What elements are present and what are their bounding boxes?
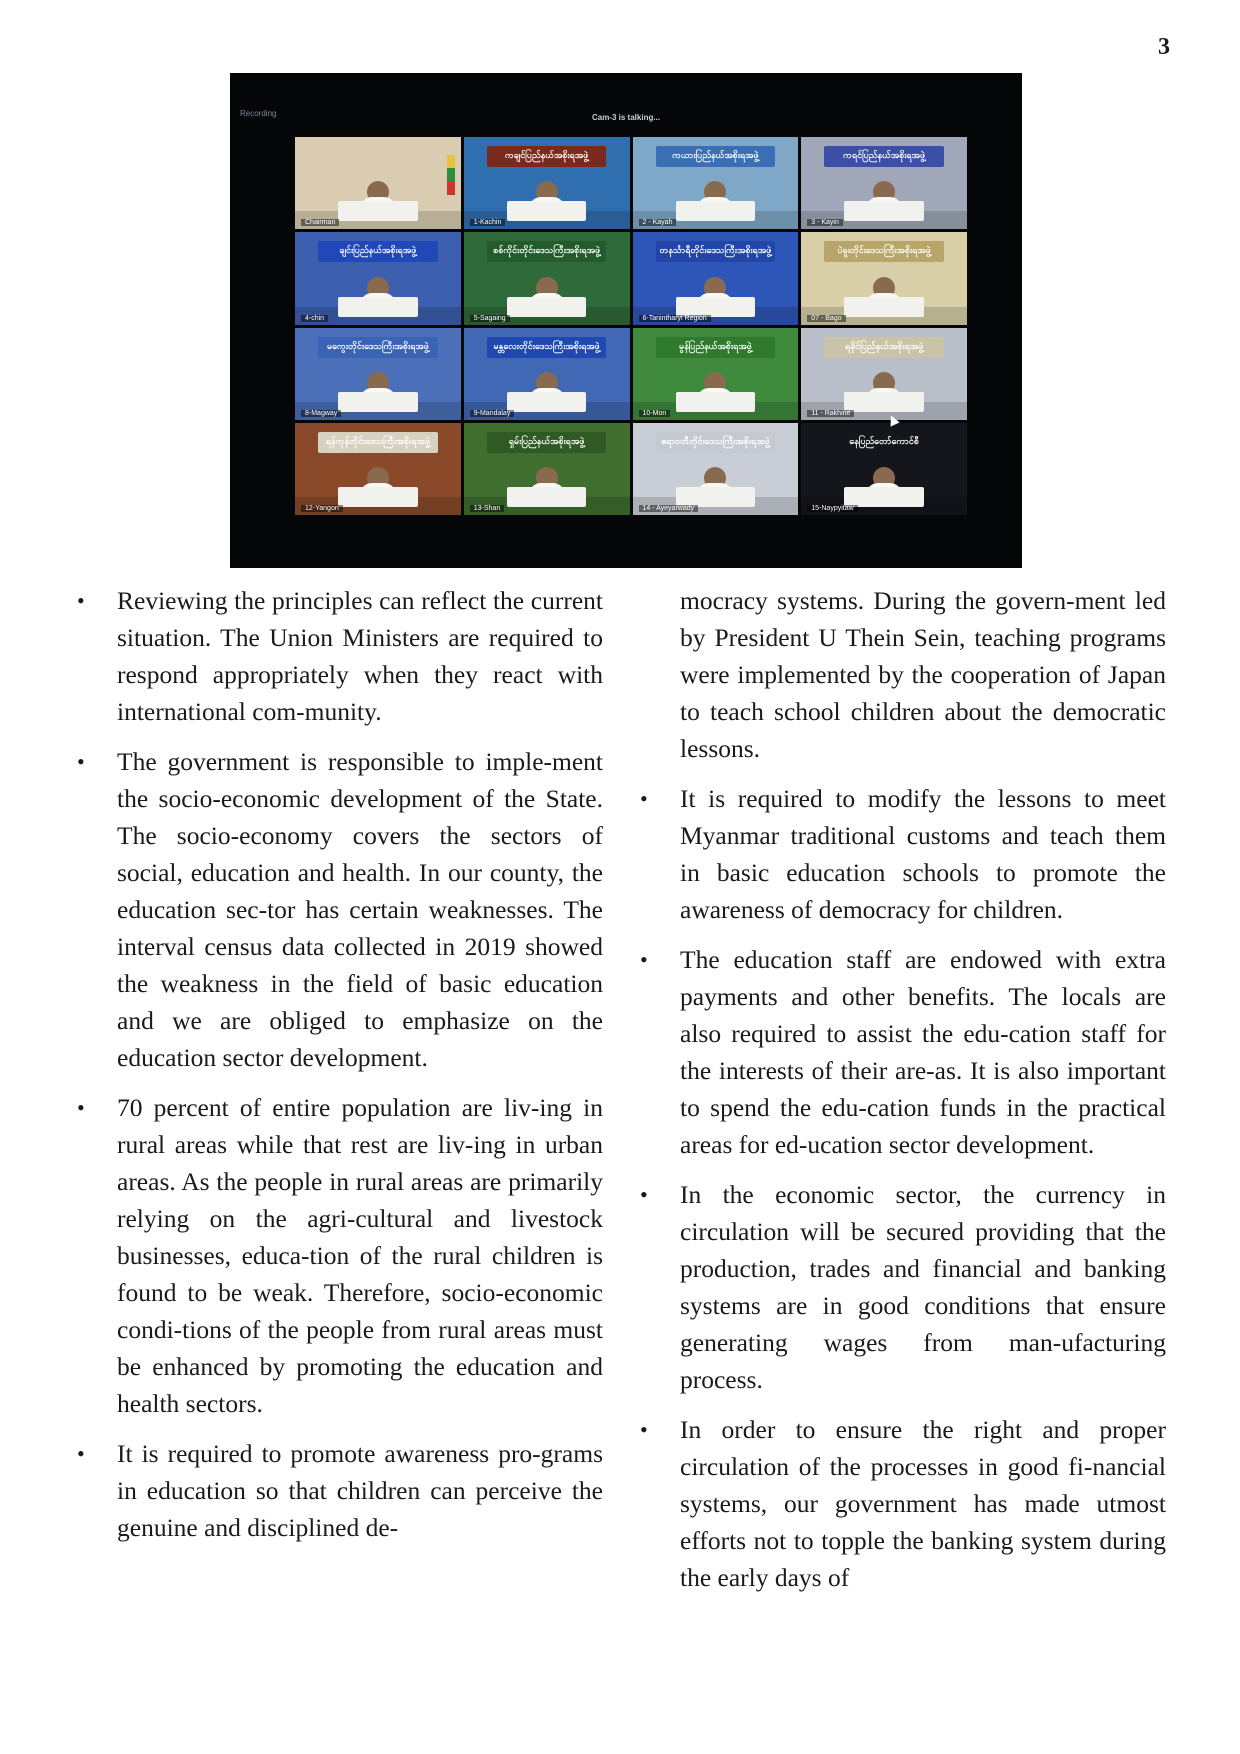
desk [676,487,756,507]
tile-label: 1-Kachin [470,219,506,226]
participant-tile [464,232,630,324]
tile-label: 07 - Bago [807,315,845,322]
desk [507,201,587,221]
desk [338,297,418,317]
tile-label: 5-Sagaing [470,315,510,322]
participant-tile [633,328,799,420]
continued-paragraph: mocracy systems. During the govern-ment led by President U Thein Sein, teaching programs were implemented by the cooperation of Japan to teach school children about the democratic lessons. [680,586,1166,763]
tile-banner: စစ်ကိုင်းတိုင်းဒေသကြီးအစိုးရအဖွဲ့ [487,241,606,262]
desk [676,201,756,221]
tile-label: 13-Shan [470,505,504,512]
desk [507,487,587,507]
participant-tile [464,137,630,229]
desk [338,487,418,507]
page-number: 3 [1158,34,1170,60]
tile-banner: မွန်ပြည်နယ်အစိုးရအဖွဲ့ [656,337,775,358]
tile-banner: မန္တလေးတိုင်းဒေသကြီးအစိုးရအဖွဲ့ [487,337,606,358]
bullet-paragraph: • In the economic sector, the currency in circulation will be secured providing that the production, trades and financial and banking systems are in good conditions that ensure generating wages from man-ufacturing process. [680,1176,1166,1398]
tile-label: 14 - Ayeyarwady [639,505,699,512]
participant-tile [801,423,967,515]
bullet-paragraph: • It is required to modify the lessons to meet Myanmar traditional customs and teach them in basic education schools to promote the awareness of democracy for children. [680,780,1166,928]
video-conference-photo [230,73,1022,568]
bullet-paragraph: • It is required to promote awareness pro-grams in education so that children can perceive the genuine and disciplined de- [117,1435,603,1546]
tile-banner: နေပြည်တော်ကောင်စီ [824,432,943,453]
tile-label: 12-Yangon [301,505,343,512]
participant-tile [295,137,461,229]
bullet-paragraph: • The education staff are endowed with extra payments and other benefits. The locals are also required to assist the edu-cation staff for the interests of their are-as. It is also important to spend the edu-cation funds in the practical areas for ed-ucation sector development. [680,941,1166,1163]
tile-banner: ရခိုင်ပြည်နယ်အစိုးရအဖွဲ့ [824,337,943,358]
tile-label: 10-Mon [639,410,671,417]
bullet-paragraph: • Reviewing the principles can reflect the current situation. The Union Ministers are required to respond appropriately when they react with international com-munity. [117,582,603,730]
participant-tile [633,137,799,229]
desk [338,392,418,412]
tile-label: 2 - Kayah [639,219,677,226]
desk [507,392,587,412]
recording-label: Recording [240,109,277,118]
flag-icon [447,155,455,195]
tile-label: 8-Magway [301,410,341,417]
participant-tile [633,232,799,324]
participant-tile [464,423,630,515]
bullet-paragraph: • In order to ensure the right and proper circulation of the processes in good fi-nancial systems, our government has made utmost efforts not to topple the banking system during the early days of [680,1411,1166,1596]
participant-tile [801,232,967,324]
tile-banner: မကွေးတိုင်းဒေသကြီးအစိုးရအဖွဲ့ [318,337,437,358]
desk [676,392,756,412]
desk [844,201,924,221]
participant-grid [295,137,967,515]
tile-label: 15-Naypyitaw [807,505,857,512]
tile-banner: ဧရာဝတီတိုင်းဒေသကြီးအစိုးရအဖွဲ့ [656,432,775,453]
participant-tile [464,328,630,420]
participant-tile [295,328,461,420]
desk [507,297,587,317]
participant-tile [295,232,461,324]
tile-banner: ပဲခူးတိုင်းဒေသကြီးအစိုးရအဖွဲ့ [824,241,943,262]
tile-label: 4-chin [301,315,328,322]
tile-banner: ကရင်ပြည်နယ်အစိုးရအဖွဲ့ [824,146,943,167]
tile-banner: တနင်္သာရီတိုင်းဒေသကြီးအစိုးရအဖွဲ့ [656,241,775,262]
tile-banner: ချင်းပြည်နယ်အစိုးရအဖွဲ့ [318,241,437,262]
participant-tile [801,328,967,420]
tile-label: 6-Tanintharyi Region [639,315,711,322]
participant-tile [633,423,799,515]
tile-label: Chairman [301,219,339,226]
bullet-paragraph: • 70 percent of entire population are liv-ing in rural areas while that rest are liv-ing in urban areas. As the people in rural areas are primarily relying on the agri-cultural and livestock businesses, educa-tion of the rural children is found to be weak. Therefore, socio-economic condi-tions of the people from rural areas must be enhanced by promoting the education and health sectors. [117,1089,603,1422]
tile-label: 11 - Rakhine [807,410,854,417]
bullet-paragraph: • The government is responsible to imple-ment the socio-economic development of the State. The socio-economy covers the sectors of social, education and health. In our county, the education sec-tor has certain weaknesses. The interval census data collected in 2019 showed the weakness in the field of basic education and we are obliged to emphasize on the education sector development. [117,743,603,1076]
desk [844,487,924,507]
tile-banner: ရန်ကုန်တိုင်းဒေသကြီးအစိုးရအဖွဲ့ [318,432,437,453]
tile-banner: ကယားပြည်နယ်အစိုးရအဖွဲ့ [656,146,775,167]
participant-tile [295,423,461,515]
desk [844,392,924,412]
desk [844,297,924,317]
talking-indicator: Cam-3 is talking... [591,113,661,122]
left-text-column [117,582,603,1559]
tile-banner: ကချင်ပြည်နယ်အစိုးရအဖွဲ့ [487,146,606,167]
right-text-column [680,582,1166,1609]
desk [676,297,756,317]
participant-tile [801,137,967,229]
tile-banner: ရှမ်းပြည်နယ်အစိုးရအဖွဲ့ [487,432,606,453]
tile-label: 3 - Kayin [807,219,843,226]
tile-label: 9-Mandalay [470,410,515,417]
desk [338,201,418,221]
